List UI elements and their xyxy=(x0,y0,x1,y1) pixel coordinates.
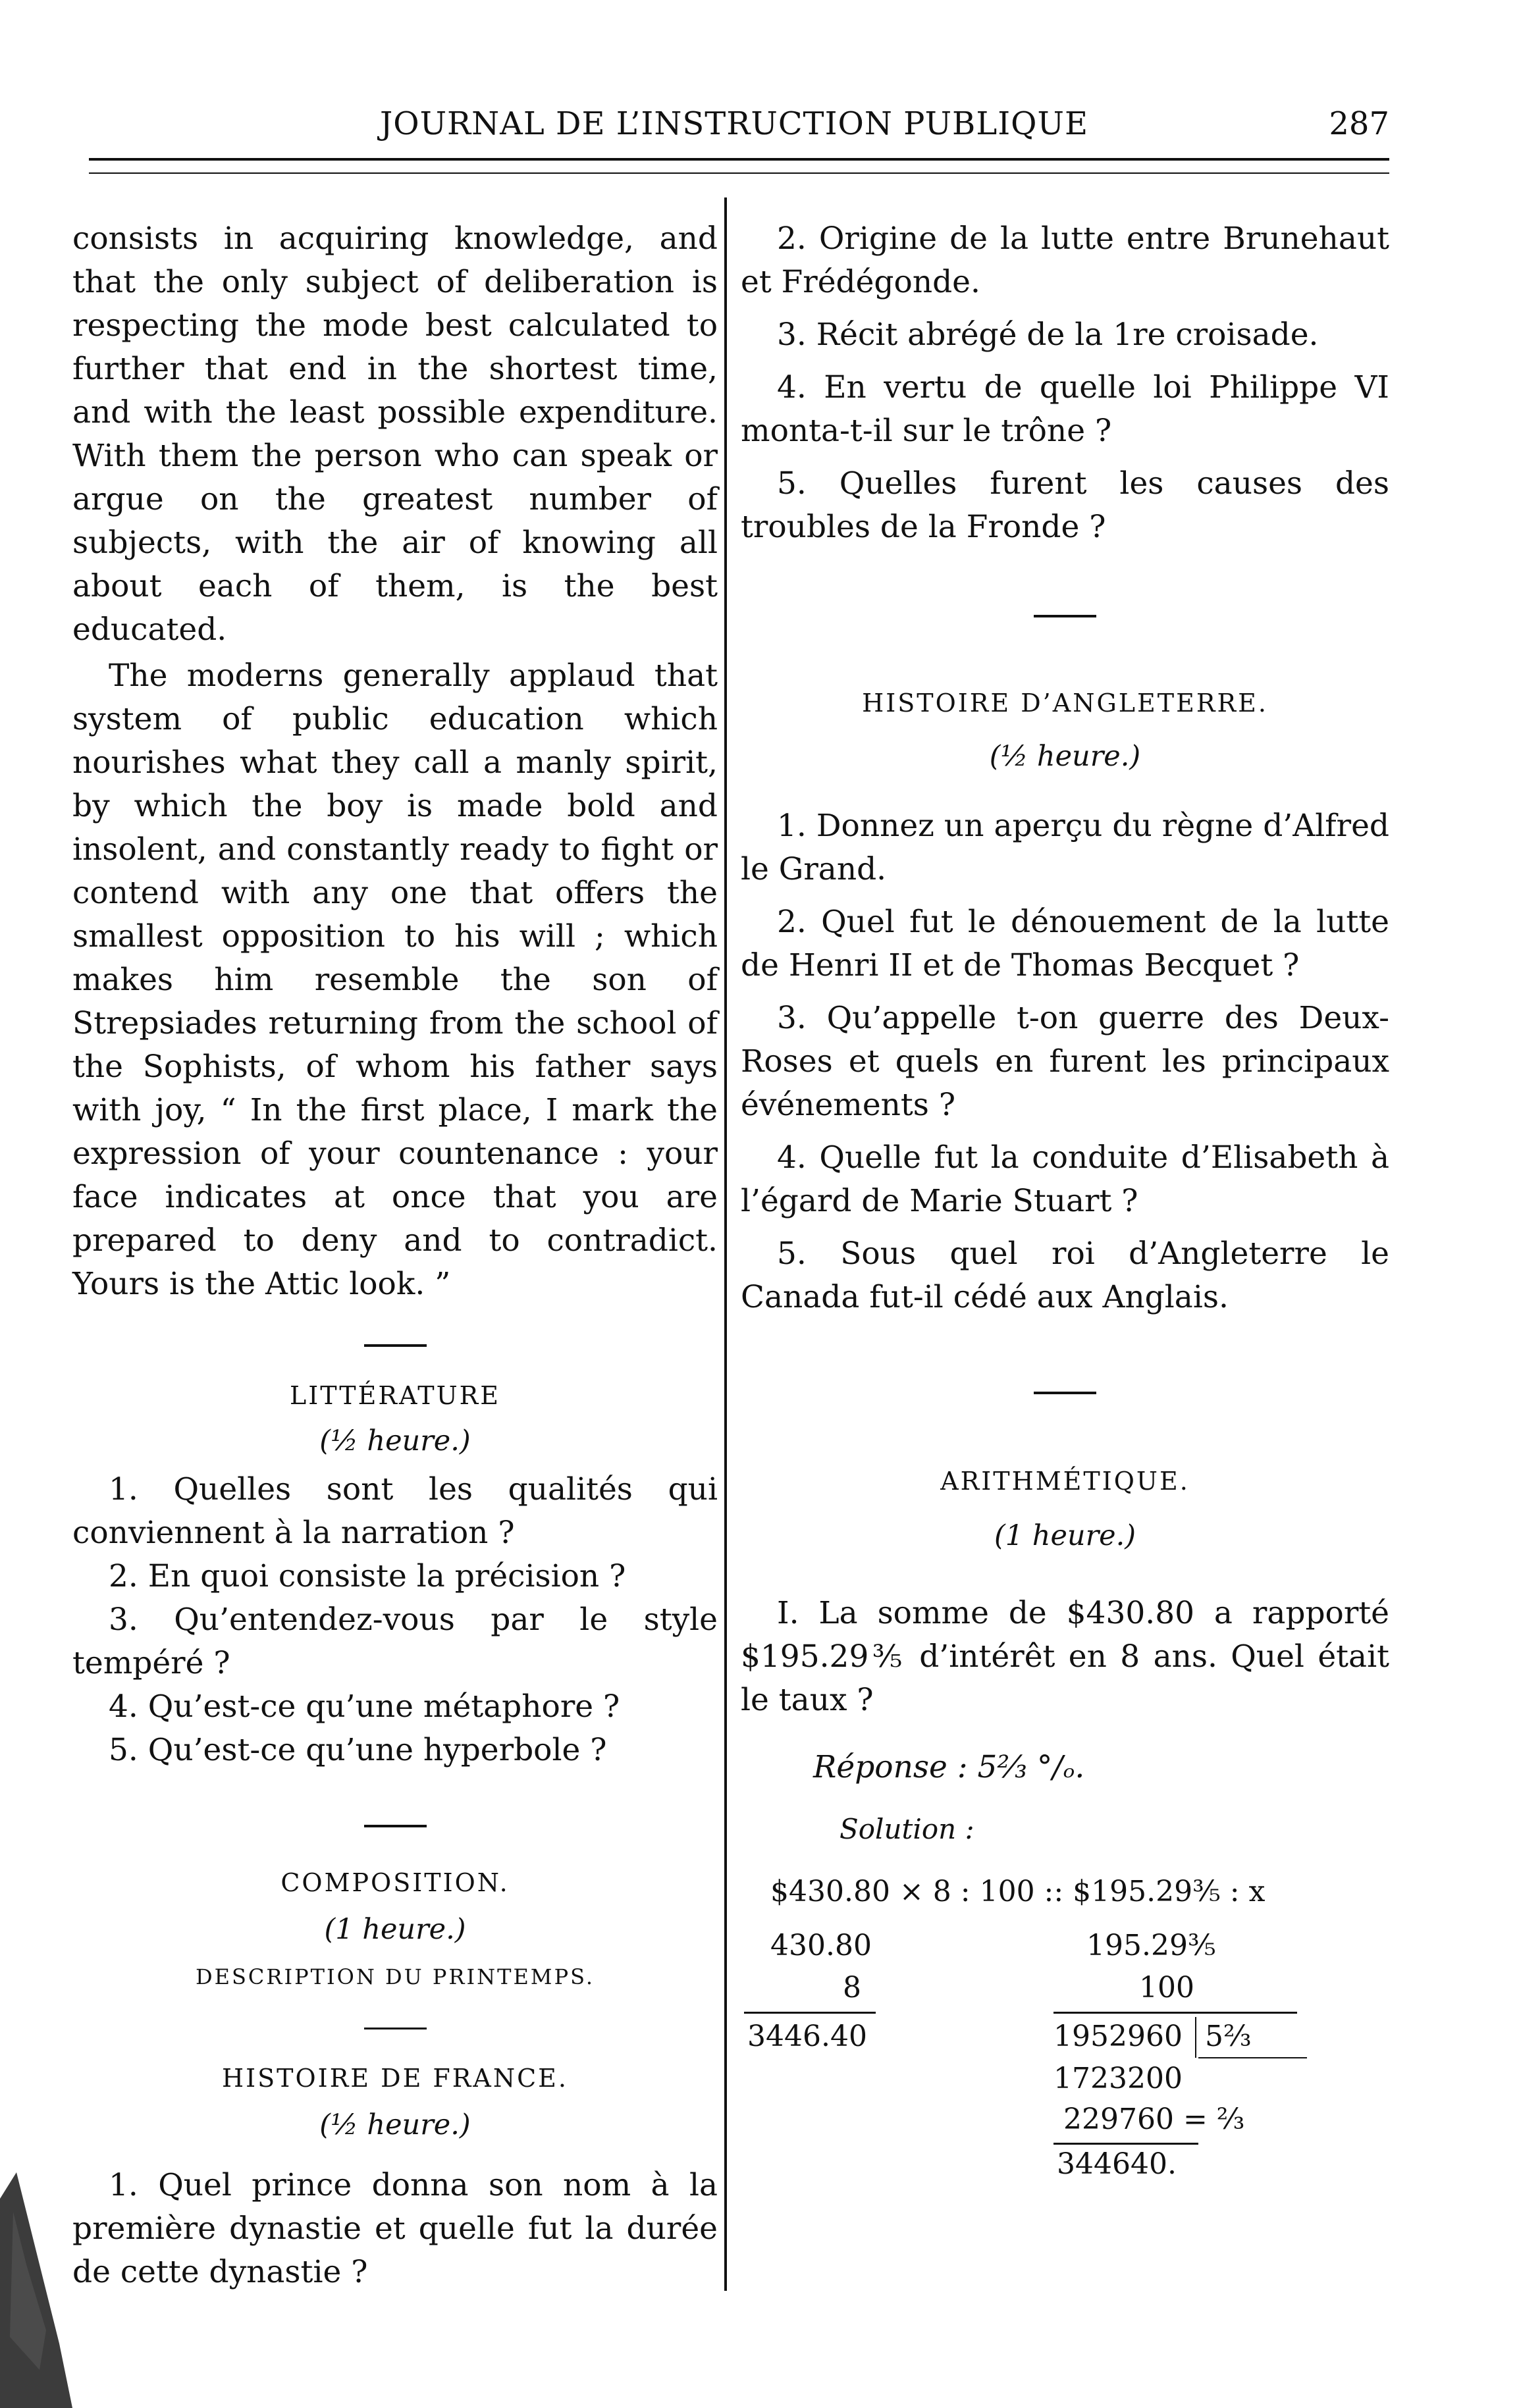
moderns-paragraph: The moderns generally applaud that system of public education which nourishes what they call a manly spirit, by which the boy is made bold and insolent, and constantly ready to fight or contend with any one that offers the smallest opposition to his will ; which makes him resemble the son of Strepsiades returning from the school of the Sophists, of whom his father says with joy, “ In the first place, I mark the expression of your countenance : your face indicates at once that you are prepared to deny and to contradict. Yours is the Attic look. ” xyxy=(72,658,718,1302)
list-item: 4. Quelle fut la conduite d’Elisabeth à l’égard de Marie Stuart ? xyxy=(741,1139,1389,1219)
remainder-rule xyxy=(1053,2143,1198,2145)
litterature-title: LITTÉRATURE xyxy=(289,1381,501,1410)
solution-label: Solution : xyxy=(839,1813,974,1845)
calc-right-a: 195.29⅗ xyxy=(1086,1929,1216,1962)
list-item: 5. Quelles furent les causes des troubles de la Fronde ? xyxy=(741,465,1389,545)
proportion-text: $430.80 × 8 : 100 :: $195.29⅗ : x xyxy=(770,1875,1266,1908)
calc-remainder: 229760 = ⅔ xyxy=(1063,2103,1245,2136)
page-number: 287 xyxy=(1329,105,1389,142)
page-header xyxy=(92,105,1389,151)
list-item: 3. Récit abrégé de la 1re croisade. xyxy=(777,317,1319,353)
histoire-france-duration: (½ heure.) xyxy=(319,2108,471,2141)
left-column xyxy=(72,217,718,2294)
list-item: 1. Quel prince donna son nom à la première dynastie et quelle fut la durée de cette dynastie ? xyxy=(72,2167,718,2290)
right-column xyxy=(741,217,1389,2192)
composition-subject: DESCRIPTION DU PRINTEMPS. xyxy=(195,1964,595,1989)
problem-text: I. La somme de $430.80 a rapporté $195.29⅗ d’intérêt en 8 ans. Quel était le taux ? xyxy=(741,1595,1389,1718)
calc-row-6 xyxy=(741,2147,1389,2191)
arithmetique-duration: (1 heure.) xyxy=(994,1519,1136,1552)
calc-right-rule xyxy=(1053,2012,1297,2014)
division-bar xyxy=(1195,2017,1196,2058)
histoire-angleterre-title: HISTOIRE D’ANGLETERRE. xyxy=(862,689,1268,718)
calc-right-b: 100 xyxy=(1139,1971,1194,2004)
calc-left-result: 3446.40 xyxy=(747,2020,867,2053)
list-item: 1. Donnez un aperçu du règne d’Alfred le Grand. xyxy=(741,808,1389,887)
column-divider xyxy=(724,197,727,2291)
section-separator xyxy=(364,1344,427,1347)
histoire-angleterre-questions xyxy=(741,804,1389,1319)
section-separator xyxy=(1034,615,1096,617)
running-title: JOURNAL DE L’INSTRUCTION PUBLIQUE xyxy=(379,105,1088,142)
list-item: 2. Origine de la lutte entre Brunehaut et Frédégonde. xyxy=(741,221,1389,300)
calc-row-2 xyxy=(741,1971,1389,2014)
calc-left-b: 8 xyxy=(843,1971,861,2004)
calc-dividend: 1952960 xyxy=(1053,2020,1183,2053)
calc-left-rule xyxy=(744,2012,876,2014)
calc-row-4 xyxy=(741,2062,1389,2105)
composition-duration: (1 heure.) xyxy=(324,1913,466,1946)
page-edge-shadow xyxy=(0,2172,72,2408)
calc-row-5 xyxy=(741,2103,1389,2146)
calc-row-1 xyxy=(741,1929,1389,1972)
composition-title: COMPOSITION. xyxy=(280,1868,510,1897)
list-item: 2. Quel fut le dénouement de la lutte de Henri II et de Thomas Becquet ? xyxy=(741,904,1389,983)
list-item: 4. En vertu de quelle loi Philippe VI monta-t-il sur le trône ? xyxy=(741,369,1389,449)
litterature-duration: (½ heure.) xyxy=(319,1425,471,1457)
arithmetique-title: ARITHMÉTIQUE. xyxy=(940,1467,1190,1496)
calculation xyxy=(741,1929,1389,2192)
calc-divisor: 344640. xyxy=(1057,2147,1177,2181)
list-item: 5. Sous quel roi d’Angleterre le Canada fut-il cédé aux Anglais. xyxy=(741,1236,1389,1315)
calc-left-a: 430.80 xyxy=(770,1929,872,1962)
histoire-angleterre-duration: (½ heure.) xyxy=(989,740,1141,773)
list-item: 1. Quelles sont les qualités qui conviennent à la narration ? xyxy=(72,1471,718,1551)
list-item: 3. Qu’appelle t-on guerre des Deux-Roses et quels en furent les principaux événements ? xyxy=(741,1000,1389,1123)
header-rule-thick xyxy=(89,158,1389,161)
section-separator xyxy=(364,2028,427,2029)
calc-quotient: 5⅔ xyxy=(1205,2020,1252,2053)
header-rule-thin xyxy=(89,172,1389,174)
section-separator xyxy=(1034,1392,1096,1394)
list-item: 5. Qu’est-ce qu’une hyperbole ? xyxy=(109,1732,607,1768)
answer-text: Réponse : 5⅔ °/ₒ. xyxy=(813,1749,1085,1785)
list-item: 2. En quoi consiste la précision ? xyxy=(109,1558,626,1594)
calc-subtrahend: 1723200 xyxy=(1053,2062,1183,2095)
litterature-questions xyxy=(72,1468,718,1772)
histoire-france-title: HISTOIRE DE FRANCE. xyxy=(222,2064,568,2093)
proportion-line xyxy=(741,1875,1389,1918)
quotient-rule xyxy=(1198,2057,1307,2058)
list-item: 4. Qu’est-ce qu’une métaphore ? xyxy=(109,1688,620,1725)
list-item: 3. Qu’entendez-vous par le style tempéré ? xyxy=(72,1602,718,1681)
intro-paragraph: consists in acquiring knowledge, and that the only subject of deliberation is respecting the mode best calculated to further that end in the shortest time, and with the least possible expenditure. With them the person who can speak or argue on the greatest number of subjects, with the air of knowing all about each of them, is the best educated. xyxy=(72,221,718,648)
section-separator xyxy=(364,1825,427,1827)
